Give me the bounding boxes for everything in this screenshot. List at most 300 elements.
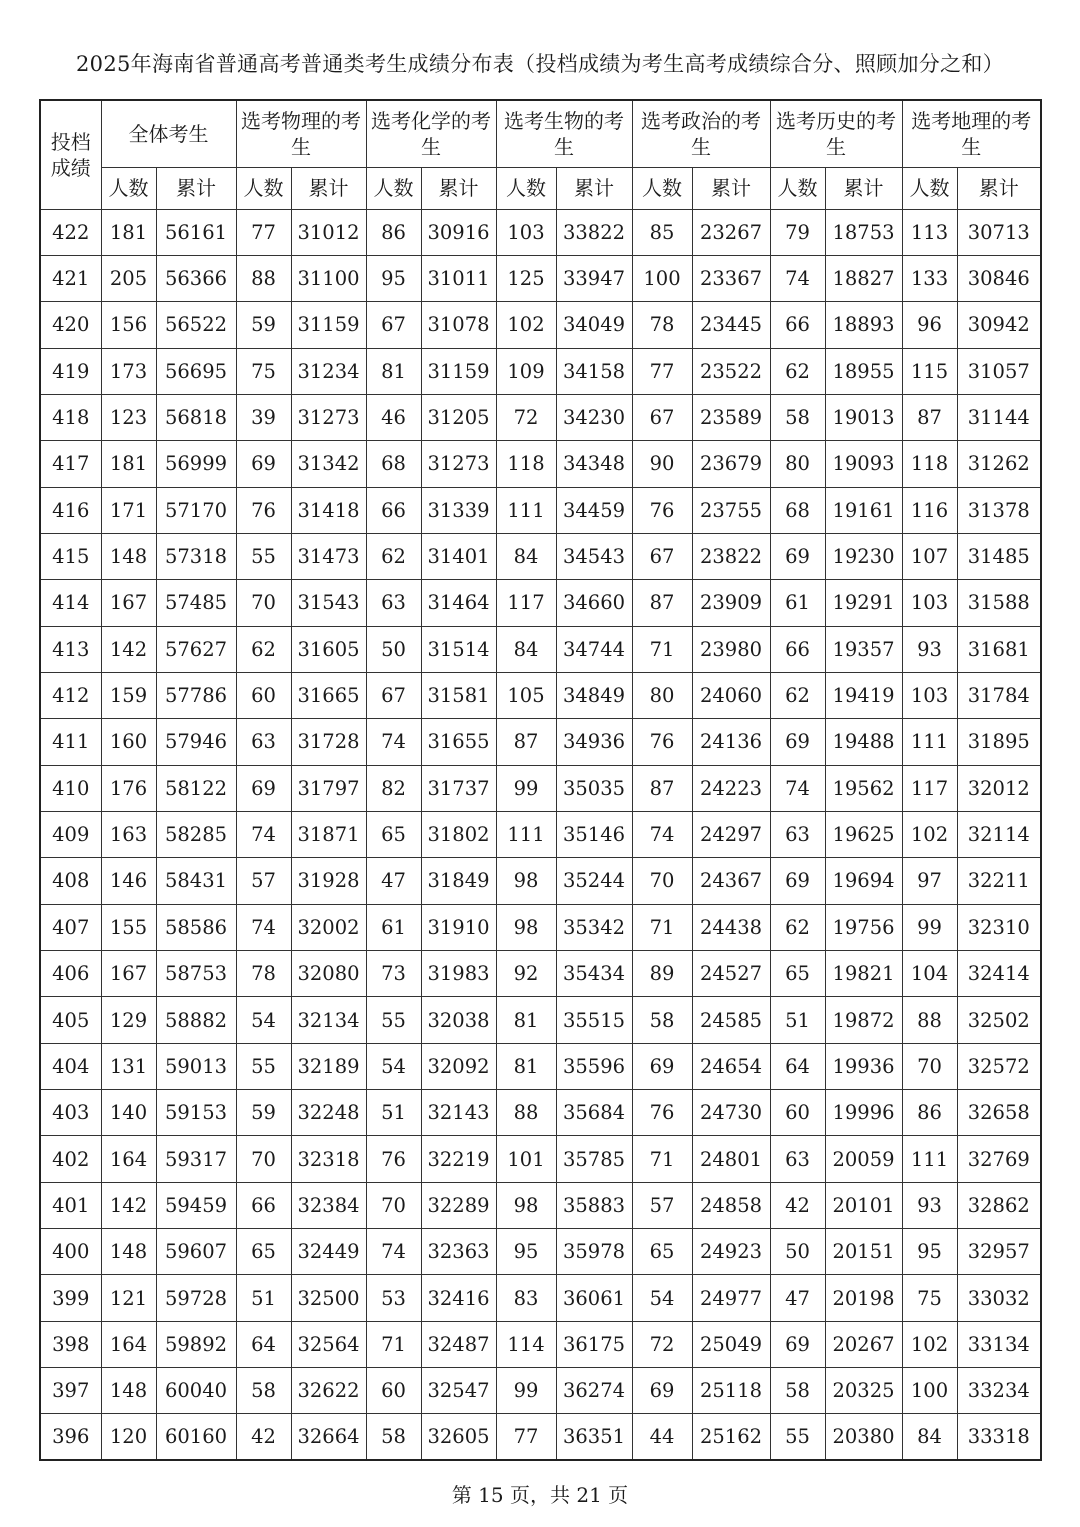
- cumulative-cell: 19093: [825, 441, 902, 487]
- count-cell: 148: [101, 533, 156, 579]
- count-cell: 42: [236, 1414, 291, 1460]
- count-cell: 81: [366, 348, 421, 394]
- sub-header-cumulative: 累计: [291, 167, 366, 209]
- cumulative-cell: 31681: [957, 626, 1041, 672]
- cumulative-cell: 56695: [156, 348, 236, 394]
- count-cell: 74: [770, 255, 825, 301]
- sub-header-count: 人数: [902, 167, 957, 209]
- cumulative-cell: 24585: [692, 997, 770, 1043]
- count-cell: 117: [496, 580, 556, 626]
- cumulative-cell: 20267: [825, 1321, 902, 1367]
- score-cell: 419: [40, 348, 101, 394]
- cumulative-cell: 18955: [825, 348, 902, 394]
- cumulative-cell: 31665: [291, 672, 366, 718]
- count-cell: 53: [366, 1275, 421, 1321]
- cumulative-cell: 32487: [421, 1321, 496, 1367]
- cumulative-cell: 56999: [156, 441, 236, 487]
- table-row: [40, 1275, 1041, 1321]
- count-cell: 65: [770, 951, 825, 997]
- count-cell: 81: [496, 1043, 556, 1089]
- count-cell: 167: [101, 580, 156, 626]
- cumulative-cell: 34049: [556, 302, 632, 348]
- count-cell: 55: [770, 1414, 825, 1460]
- count-cell: 120: [101, 1414, 156, 1460]
- count-cell: 76: [236, 487, 291, 533]
- count-cell: 98: [496, 858, 556, 904]
- cumulative-cell: 59153: [156, 1090, 236, 1136]
- count-cell: 64: [770, 1043, 825, 1089]
- cumulative-cell: 31983: [421, 951, 496, 997]
- count-cell: 65: [366, 811, 421, 857]
- cumulative-cell: 34158: [556, 348, 632, 394]
- cumulative-cell: 34936: [556, 719, 632, 765]
- count-cell: 87: [902, 394, 957, 440]
- count-cell: 51: [366, 1090, 421, 1136]
- cumulative-cell: 59607: [156, 1229, 236, 1275]
- count-cell: 171: [101, 487, 156, 533]
- count-cell: 102: [902, 811, 957, 857]
- cumulative-cell: 18753: [825, 209, 902, 255]
- cumulative-cell: 56366: [156, 255, 236, 301]
- count-cell: 102: [902, 1321, 957, 1367]
- score-cell: 407: [40, 904, 101, 950]
- count-cell: 129: [101, 997, 156, 1043]
- page-title: 2025年海南省普通高考普通类考生成绩分布表（投档成绩为考生高考成绩综合分、照顾加分之和）: [76, 52, 1004, 76]
- count-cell: 104: [902, 951, 957, 997]
- cumulative-cell: 59892: [156, 1321, 236, 1367]
- cumulative-cell: 32038: [421, 997, 496, 1043]
- score-cell: 420: [40, 302, 101, 348]
- count-cell: 80: [632, 672, 692, 718]
- cumulative-cell: 31473: [291, 533, 366, 579]
- table-row: [40, 719, 1041, 765]
- cumulative-cell: 31871: [291, 811, 366, 857]
- score-distribution-table: [39, 99, 1042, 1461]
- count-cell: 70: [236, 580, 291, 626]
- table-row: [40, 580, 1041, 626]
- cumulative-cell: 32219: [421, 1136, 496, 1182]
- cumulative-cell: 20101: [825, 1182, 902, 1228]
- cumulative-cell: 31910: [421, 904, 496, 950]
- cumulative-cell: 24858: [692, 1182, 770, 1228]
- count-cell: 88: [902, 997, 957, 1043]
- count-cell: 62: [770, 348, 825, 394]
- cumulative-cell: 31342: [291, 441, 366, 487]
- count-cell: 167: [101, 951, 156, 997]
- cumulative-cell: 25162: [692, 1414, 770, 1460]
- cumulative-cell: 31159: [421, 348, 496, 394]
- group-header-all: 全体考生: [101, 100, 236, 167]
- count-cell: 88: [496, 1090, 556, 1136]
- count-cell: 111: [496, 487, 556, 533]
- cumulative-cell: 31144: [957, 394, 1041, 440]
- count-cell: 57: [236, 858, 291, 904]
- cumulative-cell: 32500: [291, 1275, 366, 1321]
- cumulative-cell: 19694: [825, 858, 902, 904]
- count-cell: 95: [366, 255, 421, 301]
- count-cell: 72: [632, 1321, 692, 1367]
- count-cell: 99: [902, 904, 957, 950]
- count-cell: 69: [770, 858, 825, 904]
- cumulative-cell: 36175: [556, 1321, 632, 1367]
- table-row: [40, 672, 1041, 718]
- cumulative-cell: 23822: [692, 533, 770, 579]
- table-row: [40, 904, 1041, 950]
- count-cell: 76: [366, 1136, 421, 1182]
- cumulative-cell: 24297: [692, 811, 770, 857]
- cumulative-cell: 33947: [556, 255, 632, 301]
- score-cell: 401: [40, 1182, 101, 1228]
- cumulative-cell: 25118: [692, 1368, 770, 1414]
- count-cell: 101: [496, 1136, 556, 1182]
- count-cell: 115: [902, 348, 957, 394]
- cumulative-cell: 32318: [291, 1136, 366, 1182]
- count-cell: 54: [236, 997, 291, 1043]
- count-cell: 156: [101, 302, 156, 348]
- score-cell: 410: [40, 765, 101, 811]
- count-cell: 64: [236, 1321, 291, 1367]
- cumulative-cell: 19013: [825, 394, 902, 440]
- count-cell: 84: [902, 1414, 957, 1460]
- cumulative-cell: 24060: [692, 672, 770, 718]
- count-cell: 69: [770, 533, 825, 579]
- cumulative-cell: 31464: [421, 580, 496, 626]
- count-cell: 133: [902, 255, 957, 301]
- count-cell: 51: [770, 997, 825, 1043]
- count-cell: 95: [902, 1229, 957, 1275]
- count-cell: 176: [101, 765, 156, 811]
- count-cell: 86: [902, 1090, 957, 1136]
- cumulative-cell: 32664: [291, 1414, 366, 1460]
- cumulative-cell: 32572: [957, 1043, 1041, 1089]
- cumulative-cell: 56522: [156, 302, 236, 348]
- score-cell: 398: [40, 1321, 101, 1367]
- cumulative-cell: 58882: [156, 997, 236, 1043]
- cumulative-cell: 31262: [957, 441, 1041, 487]
- count-cell: 70: [236, 1136, 291, 1182]
- count-cell: 181: [101, 209, 156, 255]
- cumulative-cell: 31100: [291, 255, 366, 301]
- count-cell: 54: [366, 1043, 421, 1089]
- cumulative-cell: 19936: [825, 1043, 902, 1089]
- cumulative-cell: 23367: [692, 255, 770, 301]
- count-cell: 77: [496, 1414, 556, 1460]
- cumulative-cell: 35883: [556, 1182, 632, 1228]
- count-cell: 148: [101, 1229, 156, 1275]
- count-cell: 89: [632, 951, 692, 997]
- cumulative-cell: 35978: [556, 1229, 632, 1275]
- count-cell: 39: [236, 394, 291, 440]
- cumulative-cell: 32248: [291, 1090, 366, 1136]
- cumulative-cell: 33318: [957, 1414, 1041, 1460]
- cumulative-cell: 57318: [156, 533, 236, 579]
- count-cell: 68: [770, 487, 825, 533]
- cumulative-cell: 34660: [556, 580, 632, 626]
- count-cell: 67: [366, 672, 421, 718]
- cumulative-cell: 35515: [556, 997, 632, 1043]
- sub-header-count: 人数: [101, 167, 156, 209]
- cumulative-cell: 25049: [692, 1321, 770, 1367]
- count-cell: 181: [101, 441, 156, 487]
- count-cell: 111: [496, 811, 556, 857]
- count-cell: 88: [236, 255, 291, 301]
- score-cell: 412: [40, 672, 101, 718]
- count-cell: 69: [632, 1368, 692, 1414]
- count-cell: 78: [236, 951, 291, 997]
- cumulative-cell: 19756: [825, 904, 902, 950]
- count-cell: 65: [236, 1229, 291, 1275]
- count-cell: 71: [366, 1321, 421, 1367]
- count-cell: 105: [496, 672, 556, 718]
- sub-header-cumulative: 累计: [957, 167, 1041, 209]
- cumulative-cell: 32414: [957, 951, 1041, 997]
- count-cell: 67: [632, 533, 692, 579]
- table-row: [40, 348, 1041, 394]
- count-cell: 82: [366, 765, 421, 811]
- cumulative-cell: 35244: [556, 858, 632, 904]
- count-cell: 102: [496, 302, 556, 348]
- count-cell: 159: [101, 672, 156, 718]
- table-row: [40, 394, 1041, 440]
- count-cell: 72: [496, 394, 556, 440]
- count-cell: 74: [366, 719, 421, 765]
- count-cell: 71: [632, 1136, 692, 1182]
- cumulative-cell: 31784: [957, 672, 1041, 718]
- cumulative-cell: 58122: [156, 765, 236, 811]
- sub-header-cumulative: 累计: [825, 167, 902, 209]
- score-cell: 404: [40, 1043, 101, 1089]
- count-cell: 66: [770, 626, 825, 672]
- group-header-politics: 选考政治的考生: [632, 100, 770, 167]
- count-cell: 57: [632, 1182, 692, 1228]
- count-cell: 58: [632, 997, 692, 1043]
- count-cell: 103: [496, 209, 556, 255]
- count-cell: 65: [632, 1229, 692, 1275]
- cumulative-cell: 31078: [421, 302, 496, 348]
- cumulative-cell: 20198: [825, 1275, 902, 1321]
- table-row: [40, 1368, 1041, 1414]
- cumulative-cell: 34230: [556, 394, 632, 440]
- cumulative-cell: 23909: [692, 580, 770, 626]
- count-cell: 98: [496, 1182, 556, 1228]
- count-cell: 131: [101, 1043, 156, 1089]
- count-cell: 77: [632, 348, 692, 394]
- cumulative-cell: 19625: [825, 811, 902, 857]
- count-cell: 100: [902, 1368, 957, 1414]
- count-cell: 50: [770, 1229, 825, 1275]
- cumulative-cell: 31849: [421, 858, 496, 904]
- cumulative-cell: 20059: [825, 1136, 902, 1182]
- group-header-geography: 选考地理的考生: [902, 100, 1041, 167]
- cumulative-cell: 57627: [156, 626, 236, 672]
- cumulative-cell: 32957: [957, 1229, 1041, 1275]
- score-cell: 399: [40, 1275, 101, 1321]
- count-cell: 93: [902, 626, 957, 672]
- count-cell: 79: [770, 209, 825, 255]
- cumulative-cell: 31543: [291, 580, 366, 626]
- cumulative-cell: 59317: [156, 1136, 236, 1182]
- table-row: [40, 1414, 1041, 1460]
- cumulative-cell: 32080: [291, 951, 366, 997]
- cumulative-cell: 23589: [692, 394, 770, 440]
- cumulative-cell: 56818: [156, 394, 236, 440]
- score-cell: 409: [40, 811, 101, 857]
- table-row: [40, 1321, 1041, 1367]
- count-cell: 107: [902, 533, 957, 579]
- cumulative-cell: 19821: [825, 951, 902, 997]
- score-cell: 416: [40, 487, 101, 533]
- count-cell: 69: [236, 765, 291, 811]
- count-cell: 58: [366, 1414, 421, 1460]
- score-cell: 408: [40, 858, 101, 904]
- count-cell: 118: [902, 441, 957, 487]
- table-row: [40, 487, 1041, 533]
- count-cell: 58: [770, 394, 825, 440]
- cumulative-cell: 32658: [957, 1090, 1041, 1136]
- score-cell: 422: [40, 209, 101, 255]
- count-cell: 66: [236, 1182, 291, 1228]
- cumulative-cell: 32502: [957, 997, 1041, 1043]
- cumulative-cell: 35596: [556, 1043, 632, 1089]
- score-column-header: [40, 100, 101, 209]
- count-cell: 66: [366, 487, 421, 533]
- cumulative-cell: 31273: [421, 441, 496, 487]
- cumulative-cell: 36061: [556, 1275, 632, 1321]
- count-cell: 54: [632, 1275, 692, 1321]
- count-cell: 50: [366, 626, 421, 672]
- count-cell: 205: [101, 255, 156, 301]
- cumulative-cell: 58753: [156, 951, 236, 997]
- count-cell: 71: [632, 904, 692, 950]
- sub-header-count: 人数: [496, 167, 556, 209]
- count-cell: 117: [902, 765, 957, 811]
- count-cell: 109: [496, 348, 556, 394]
- cumulative-cell: 23755: [692, 487, 770, 533]
- score-cell: 400: [40, 1229, 101, 1275]
- count-cell: 44: [632, 1414, 692, 1460]
- cumulative-cell: 20380: [825, 1414, 902, 1460]
- cumulative-cell: 31581: [421, 672, 496, 718]
- cumulative-cell: 32092: [421, 1043, 496, 1089]
- cumulative-cell: 33134: [957, 1321, 1041, 1367]
- cumulative-cell: 34459: [556, 487, 632, 533]
- count-cell: 74: [236, 811, 291, 857]
- count-cell: 77: [236, 209, 291, 255]
- cumulative-cell: 31514: [421, 626, 496, 672]
- cumulative-cell: 19562: [825, 765, 902, 811]
- table-row: [40, 858, 1041, 904]
- cumulative-cell: 35785: [556, 1136, 632, 1182]
- count-cell: 164: [101, 1136, 156, 1182]
- cumulative-cell: 32134: [291, 997, 366, 1043]
- count-cell: 173: [101, 348, 156, 394]
- table-body: [40, 209, 1041, 1460]
- cumulative-cell: 32289: [421, 1182, 496, 1228]
- cumulative-cell: 24923: [692, 1229, 770, 1275]
- count-cell: 47: [366, 858, 421, 904]
- count-cell: 51: [236, 1275, 291, 1321]
- count-cell: 123: [101, 394, 156, 440]
- count-cell: 84: [496, 626, 556, 672]
- count-cell: 146: [101, 858, 156, 904]
- table-header: [40, 100, 1041, 209]
- cumulative-cell: 23445: [692, 302, 770, 348]
- cumulative-cell: 31737: [421, 765, 496, 811]
- cumulative-cell: 23522: [692, 348, 770, 394]
- count-cell: 103: [902, 580, 957, 626]
- cumulative-cell: 57786: [156, 672, 236, 718]
- cumulative-cell: 24367: [692, 858, 770, 904]
- count-cell: 111: [902, 719, 957, 765]
- score-cell: 418: [40, 394, 101, 440]
- cumulative-cell: 18827: [825, 255, 902, 301]
- cumulative-cell: 31605: [291, 626, 366, 672]
- count-cell: 58: [236, 1368, 291, 1414]
- cumulative-cell: 32564: [291, 1321, 366, 1367]
- count-cell: 74: [770, 765, 825, 811]
- table-row: [40, 1090, 1041, 1136]
- sub-header-count: 人数: [236, 167, 291, 209]
- count-cell: 85: [632, 209, 692, 255]
- cumulative-cell: 32605: [421, 1414, 496, 1460]
- cumulative-cell: 19357: [825, 626, 902, 672]
- sub-header-cumulative: 累计: [421, 167, 496, 209]
- count-cell: 61: [366, 904, 421, 950]
- cumulative-cell: 31418: [291, 487, 366, 533]
- table-row: [40, 1182, 1041, 1228]
- count-cell: 55: [236, 533, 291, 579]
- count-cell: 163: [101, 811, 156, 857]
- count-cell: 98: [496, 904, 556, 950]
- count-cell: 62: [770, 904, 825, 950]
- cumulative-cell: 32310: [957, 904, 1041, 950]
- count-cell: 71: [632, 626, 692, 672]
- count-cell: 62: [770, 672, 825, 718]
- cumulative-cell: 36351: [556, 1414, 632, 1460]
- table-row: [40, 441, 1041, 487]
- cumulative-cell: 57946: [156, 719, 236, 765]
- count-cell: 96: [902, 302, 957, 348]
- cumulative-cell: 24654: [692, 1043, 770, 1089]
- cumulative-cell: 31057: [957, 348, 1041, 394]
- cumulative-cell: 31485: [957, 533, 1041, 579]
- count-cell: 114: [496, 1321, 556, 1367]
- sub-header-count: 人数: [632, 167, 692, 209]
- count-cell: 74: [236, 904, 291, 950]
- score-cell: 397: [40, 1368, 101, 1414]
- count-cell: 75: [236, 348, 291, 394]
- count-cell: 142: [101, 1182, 156, 1228]
- cumulative-cell: 56161: [156, 209, 236, 255]
- count-cell: 76: [632, 1090, 692, 1136]
- count-cell: 63: [236, 719, 291, 765]
- count-cell: 93: [902, 1182, 957, 1228]
- score-cell: 415: [40, 533, 101, 579]
- count-cell: 63: [770, 1136, 825, 1182]
- count-cell: 118: [496, 441, 556, 487]
- table-row: [40, 951, 1041, 997]
- cumulative-cell: 31378: [957, 487, 1041, 533]
- cumulative-cell: 24438: [692, 904, 770, 950]
- cumulative-cell: 32416: [421, 1275, 496, 1321]
- cumulative-cell: 23267: [692, 209, 770, 255]
- table-row: [40, 765, 1041, 811]
- table-row: [40, 997, 1041, 1043]
- cumulative-cell: 60040: [156, 1368, 236, 1414]
- count-cell: 69: [632, 1043, 692, 1089]
- cumulative-cell: 59013: [156, 1043, 236, 1089]
- count-cell: 103: [902, 672, 957, 718]
